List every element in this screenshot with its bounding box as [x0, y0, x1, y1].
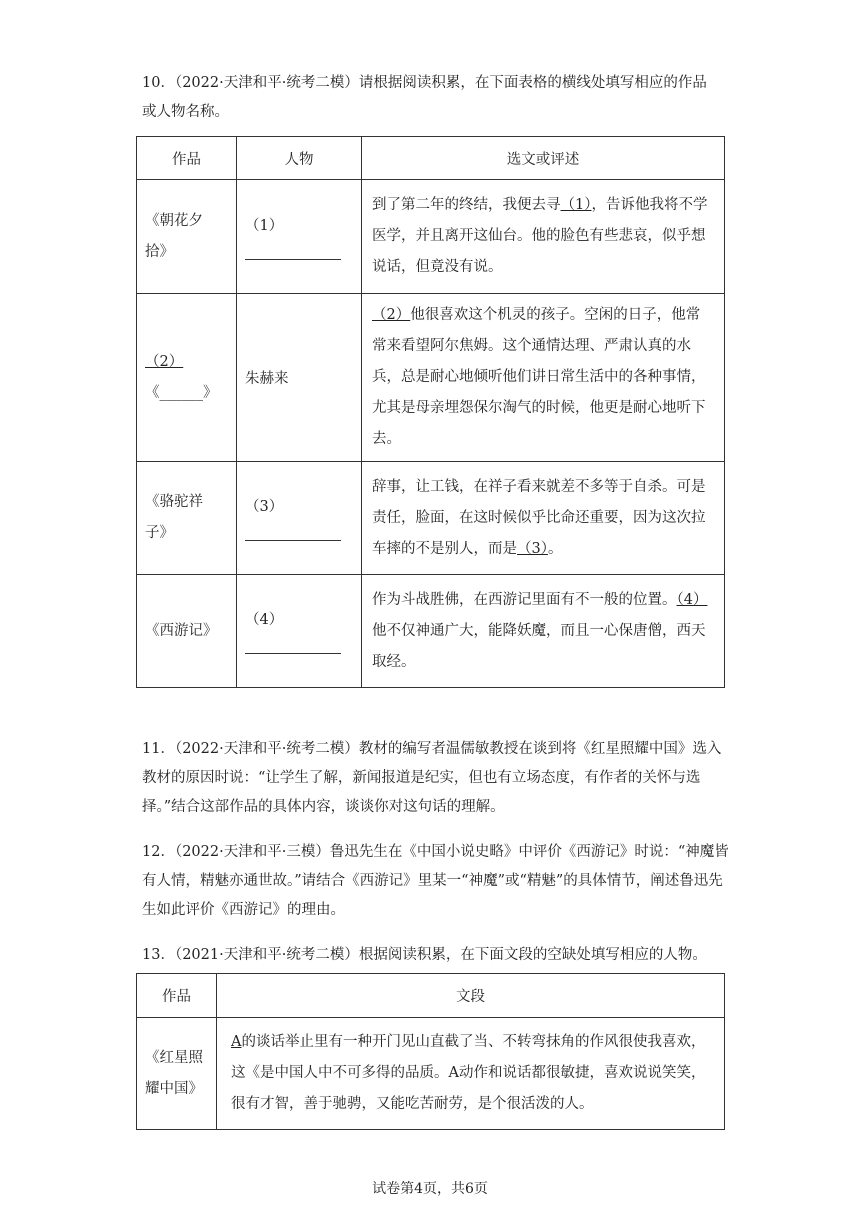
header-work: 作品: [137, 974, 217, 1018]
work-name: 耀中国》: [145, 1080, 203, 1097]
q10-intro: [142, 69, 732, 127]
q10-intro-line1: 10．（2022·天津和平·统考二模）请根据阅读积累，在下面表格的横线处填写相应的作品: [142, 75, 707, 91]
answer-blank[interactable]: [245, 635, 341, 654]
work-name: 子》: [145, 525, 174, 541]
work-cell: [137, 462, 237, 575]
table-row: [137, 575, 725, 688]
blank-marker: A: [231, 1034, 242, 1050]
blank-marker: （2）: [145, 353, 184, 370]
work-name: 《朝花夕: [145, 212, 203, 229]
blank-marker: （1）: [560, 197, 592, 213]
header-passage: 文段: [217, 974, 725, 1018]
table-row: [137, 1018, 725, 1130]
text-fragment: 作为斗战胜佛，在西游记里面有不一般的位置。: [372, 591, 677, 608]
text-cell: [362, 180, 725, 294]
work-name: 拾》: [145, 243, 174, 260]
work-name: 《红星照: [145, 1049, 203, 1066]
text-fragment: ，告诉他我将不学医学，并且离开这仙台。他的脸色有些悲哀，似乎想说话，但竟没有说。: [372, 197, 708, 275]
blank-marker: （2）: [372, 307, 411, 323]
q11-text: 11．（2022·天津和平·统考二模）教材的编写者温儒敏教授在谈到将《红星照耀中国》选入教材的原因时说：“让学生了解，新闻报道是纪实，但也有立场态度，有作者的关怀与选择。”结合这部作品的具体内容，谈谈你对这句话的理解。: [142, 741, 722, 815]
blank-label: （3）: [245, 499, 284, 515]
q13-intro: 13．（2021·天津和平·统考二模）根据阅读积累，在下面文段的空缺处填写相应的人物。: [142, 947, 707, 963]
work-cell: [137, 294, 237, 462]
table-header-row: [137, 974, 725, 1018]
blank-label: （4）: [245, 612, 284, 628]
work-cell: [137, 575, 237, 688]
text-cell: [362, 575, 725, 688]
text-cell: [362, 462, 725, 575]
page-footer: 试卷第4页，共6页: [372, 1181, 488, 1197]
work-blank[interactable]: 《______》: [145, 384, 218, 401]
q10-table: [136, 136, 725, 688]
person-cell: [237, 575, 362, 688]
text-fragment: 他很喜欢这个机灵的孩子。空闲的日子，他常常来看望阿尔焦姆。这个通情达理、严肃认真的水兵，总是耐心地倾听他们讲日常生活中的各种事情，尤其是母亲埋怨保尔淘气的时候，他更是耐心地听下去。: [372, 307, 706, 447]
text-fragment: 的谈话举止里有一种开门见山直截了当、不转弯抹角的作风很使我喜欢，这《是中国人中不可多得的品质。A动作和说话都很敏捷，喜欢说说笑笑，很有才智，善于驰骋，又能吃苦耐劳，是个很活泼的人。: [231, 1034, 706, 1112]
person-cell: [237, 294, 362, 462]
work-cell: [137, 1018, 217, 1130]
header-work: 作品: [137, 137, 237, 180]
table-row: [137, 294, 725, 462]
answer-blank[interactable]: [245, 241, 341, 260]
table-header-row: [137, 137, 725, 180]
blank-marker: （3）: [517, 540, 548, 557]
header-text: 选文或评述: [362, 137, 725, 180]
work-name: 《西游记》: [145, 622, 218, 639]
text-cell: [217, 1018, 725, 1130]
table-row: [137, 462, 725, 575]
text-fragment: 。: [547, 540, 563, 557]
q10-intro-line2: 或人物名称。: [142, 104, 229, 120]
q13-table: [136, 973, 725, 1130]
blank-marker: （4）: [676, 591, 708, 608]
header-person: 人物: [237, 137, 362, 180]
person-name: 朱赫来: [245, 371, 289, 387]
answer-blank[interactable]: [245, 522, 341, 541]
q12-text: 12．（2022·天津和平·三模）鲁迅先生在《中国小说史略》中评价《西游记》时说：“神魔皆有人情，精魅亦通世故。”请结合《西游记》里某一“神魔”或“精魅”的具体情节，阐述鲁迅先生如此评价《西游记》的理由。: [142, 844, 729, 918]
table-row: [137, 180, 725, 294]
text-cell: [362, 294, 725, 462]
blank-label: （1）: [245, 217, 284, 234]
work-name: 《骆驼祥: [145, 494, 203, 510]
work-cell: [137, 180, 237, 294]
person-cell: [237, 462, 362, 575]
person-cell: [237, 180, 362, 294]
text-fragment: 他不仅神通广大，能降妖魔，而且一心保唐僧，西天取经。: [372, 622, 706, 670]
text-fragment: 辞事，让工钱，在祥子看来就差不多等于自杀。可是责任，脸面，在这时候似乎比命还重要，因为这次拉车摔的不是别人，而是: [372, 478, 706, 557]
text-fragment: 到了第二年的终结，我便去寻: [372, 197, 561, 213]
